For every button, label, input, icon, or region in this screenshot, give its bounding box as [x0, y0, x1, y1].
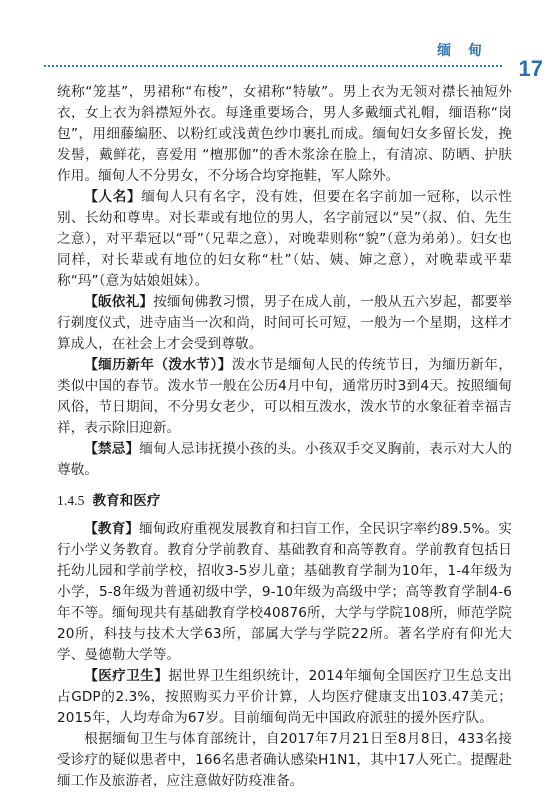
tag-new-year: 【缅历新年（泼水节）】	[84, 357, 232, 373]
tag-names: 【人名】	[84, 189, 142, 205]
section-title: 教育和医疗	[92, 493, 161, 509]
paragraph-healthcare: 【医疗卫生】据世界卫生组织统计，2014年缅甸全国医疗卫生总支出占GDP的2.3%，按照购买力平价计算，人均医疗健康支出103.47美元；2015年，人均寿命为67岁。目前缅甸尚无中国政府派驻的援外医疗队。	[57, 668, 512, 726]
paragraph-names: 【人名】缅甸人只有名字，没有姓，但要在名字前加一冠称，以示性别、长幼和尊卑。对长辈或有地位的男人，名字前冠以“吴”（叔、伯、先生之意），对平辈冠以“哥”（兄辈之意），对晚辈则称“貌”（意为弟弟）。妇女也同样，对长辈或有地位的妇女称“杜”（姑、姨、婶之意），对晚辈或平辈称“玛”（意为姑娘姐妹）。	[57, 189, 512, 289]
tag-ordination: 【皈依礼】	[84, 294, 154, 310]
header-divider	[44, 65, 502, 67]
paragraph-education: 【教育】缅甸政府重视发展教育和扫盲工作，全民识字率约89.5%。实行小学义务教育。教育分学前教育、基础教育和高等教育。学前教育包括日托幼儿园和学前学校，招收3-5岁儿童；基础教育学制为10年，1-4年级为小学，5-8年级为普通初级中学，9-10年级为高级中学；高等教育学制4-6年不等。缅甸现共有基础教育学校40876所，大学与学院108所，师范学院20所，科技与技术大学63所，部属大学与学院22所。著名学府有仰光大学、曼德勒大学等。	[57, 521, 512, 663]
paragraph-h1n1: 根据缅甸卫生与体育部统计，自2017年7月21日至8月8日，433名接受诊疗的疑似患者中，166名患者确认感染H1N1，其中17人死亡。提醒赴缅工作及旅游者，应注意做好防疫准备。	[57, 731, 512, 789]
page-body	[57, 82, 512, 792]
tag-taboo: 【禁忌】	[84, 441, 140, 457]
section-number: 1.4.5	[57, 493, 85, 508]
section-heading	[57, 490, 512, 512]
paragraph-clothing: 统称“笼基”，男裙称“布梭”，女裙称“特敏”。男上衣为无领对襟长袖短外衣，女上衣为斜襟短外衣。每逢重要场合，男人多戴缅式礼帽，缅语称“岗包”，用细藤编胚、以粉红或浅黄色纱巾裹扎而成。缅甸妇女多留长发，挽发髻，戴鲜花，喜爱用 “檀那伽”的香木浆涂在脸上，有清凉、防晒、护肤作用。缅甸人不分男女，不分场合均穿拖鞋，军人除外。	[57, 84, 512, 184]
paragraph-ordination: 【皈依礼】按缅甸佛教习惯，男子在成人前，一般从五六岁起，都要举行剃度仪式，进寺庙当一次和尚，时间可长可短，一般为一个星期，这样才算成人，在社会上才会受到尊敬。	[57, 294, 513, 352]
running-header-title: 缅 甸	[437, 43, 488, 59]
page-number: 17	[518, 56, 543, 81]
paragraph-new-year: 【缅历新年（泼水节）】泼水节是缅甸人民的传统节日，为缅历新年，类似中国的春节。泼水节一般在公历4月中旬，通常历时3到4天。按照缅甸风俗，节日期间，不分男女老少，可以相互泼水，泼水节的水象征着幸福吉祥，表示除旧迎新。	[57, 357, 513, 436]
tag-healthcare: 【医疗卫生】	[84, 668, 169, 684]
tag-education: 【教育】	[84, 521, 140, 537]
paragraph-taboo: 【禁忌】缅甸人忌讳抚摸小孩的头。小孩双手交叉胸前，表示对大人的尊敬。	[57, 441, 512, 478]
